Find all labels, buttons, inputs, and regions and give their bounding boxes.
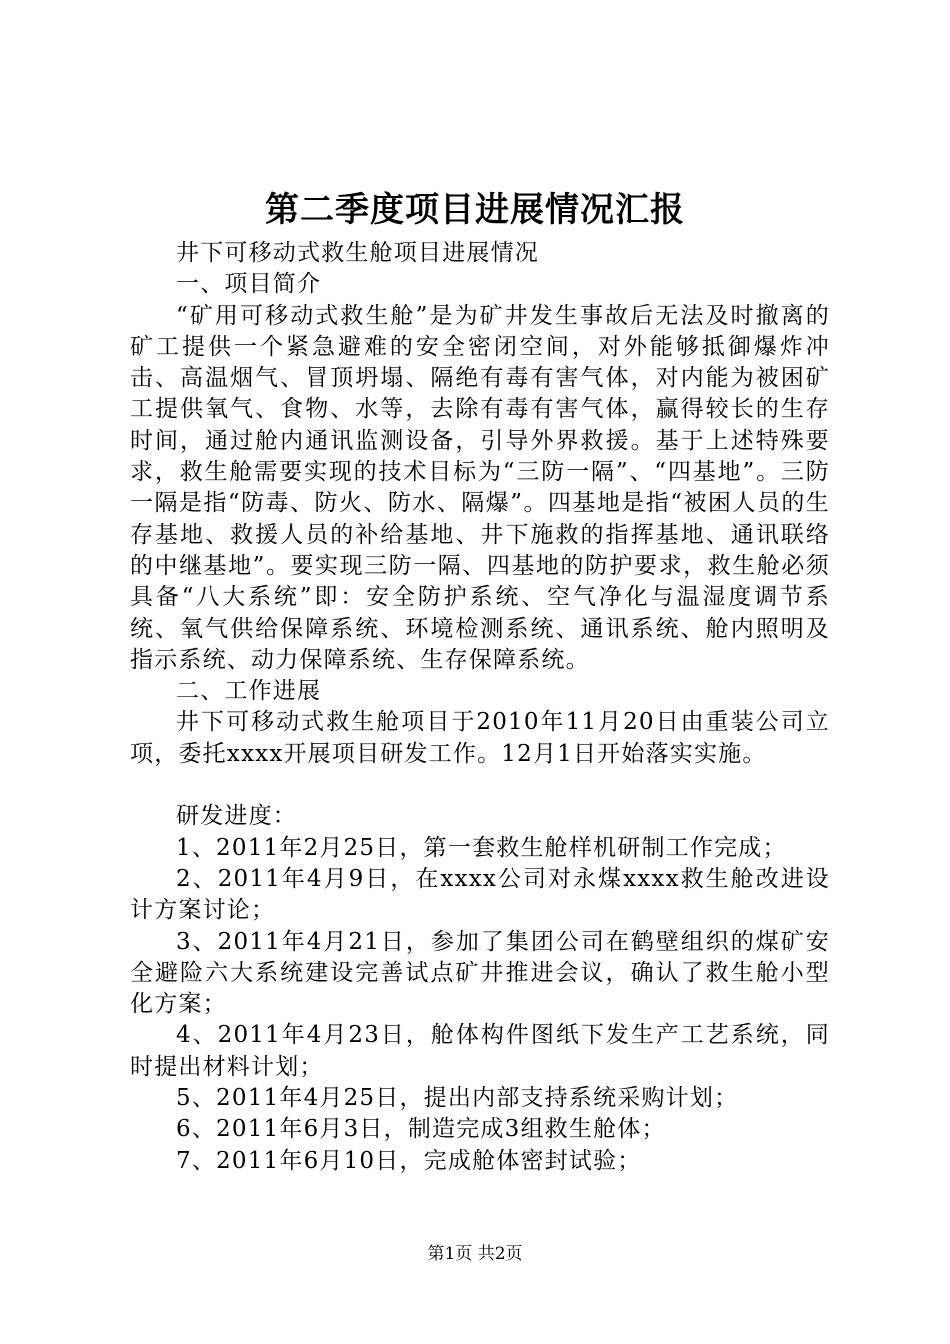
list-item: 6、2011年6月3日，制造完成3组救生舱体； <box>176 1116 666 1143</box>
section-heading-introduction: 一、项目简介 <box>176 271 322 298</box>
section-heading-progress: 二、工作进展 <box>176 678 322 705</box>
list-item: 5、2011年4月25日，提出内部支持系统采购计划； <box>176 1085 739 1112</box>
page-number-footer: 第1页 共2页 <box>427 1244 523 1264</box>
list-item: 4、2011年4月23日，舱体构件图纸下发生产工艺系统，同时提出材料计划； <box>130 1022 830 1080</box>
blank-line <box>130 770 830 801</box>
list-item: 7、2011年6月10日，完成舱体密封试验； <box>176 1147 642 1174</box>
project-heading: 井下可移动式救生舱项目进展情况 <box>176 240 539 266</box>
progress-paragraph: 井下可移动式救生舱项目于2010年11月20日由重装公司立项，委托xxxx开展项目研发工作。12月1日开始落实实施。 <box>130 709 830 767</box>
rd-progress-label: 研发进度： <box>176 803 297 830</box>
document-body <box>130 238 830 1177</box>
list-item: 2、2011年4月9日，在xxxx公司对永煤xxxx救生舱改进设计方案讨论； <box>130 865 830 924</box>
page-title: 第二季度项目进展情况汇报 <box>265 190 685 230</box>
list-item: 3、2011年4月21日，参加了集团公司在鹤壁组织的煤矿安全避险六大系统建设完善试点矿井推进会议，确认了救生舱小型化方案； <box>130 928 830 1018</box>
introduction-paragraph: “矿用可移动式救生舱”是为矿井发生事故后无法及时撤离的矿工提供一个紧急避难的安全密闭空间，对外能够抵御爆炸冲击、高温烟气、冒顶坍塌、隔绝有毒有害气体，对内能为被困矿工提供氧气、食物、水等，去除有毒有害气体，赢得较长的生存时间，通过舱内通讯监测设备，引导外界救援。基于上述特殊要求，救生舱需要实现的技术目标为“三防一隔”、“四基地”。三防一隔是指“防毒、防火、防水、隔爆”。四基地是指“被困人员的生存基地、救援人员的补给基地、井下施救的指挥基地、通讯联络的中继基地”。要实现三防一隔、四基地的防护要求，救生舱必须具备“八大系统”即：安全防护系统、空气净化与温湿度调节系统、氧气供给保障系统、环境检测系统、通讯系统、舱内照明及指示系统、动力保障系统、生存保障系统。 <box>130 302 830 673</box>
list-item: 1、2011年2月25日，第一套救生舱样机研制工作完成； <box>176 834 787 861</box>
